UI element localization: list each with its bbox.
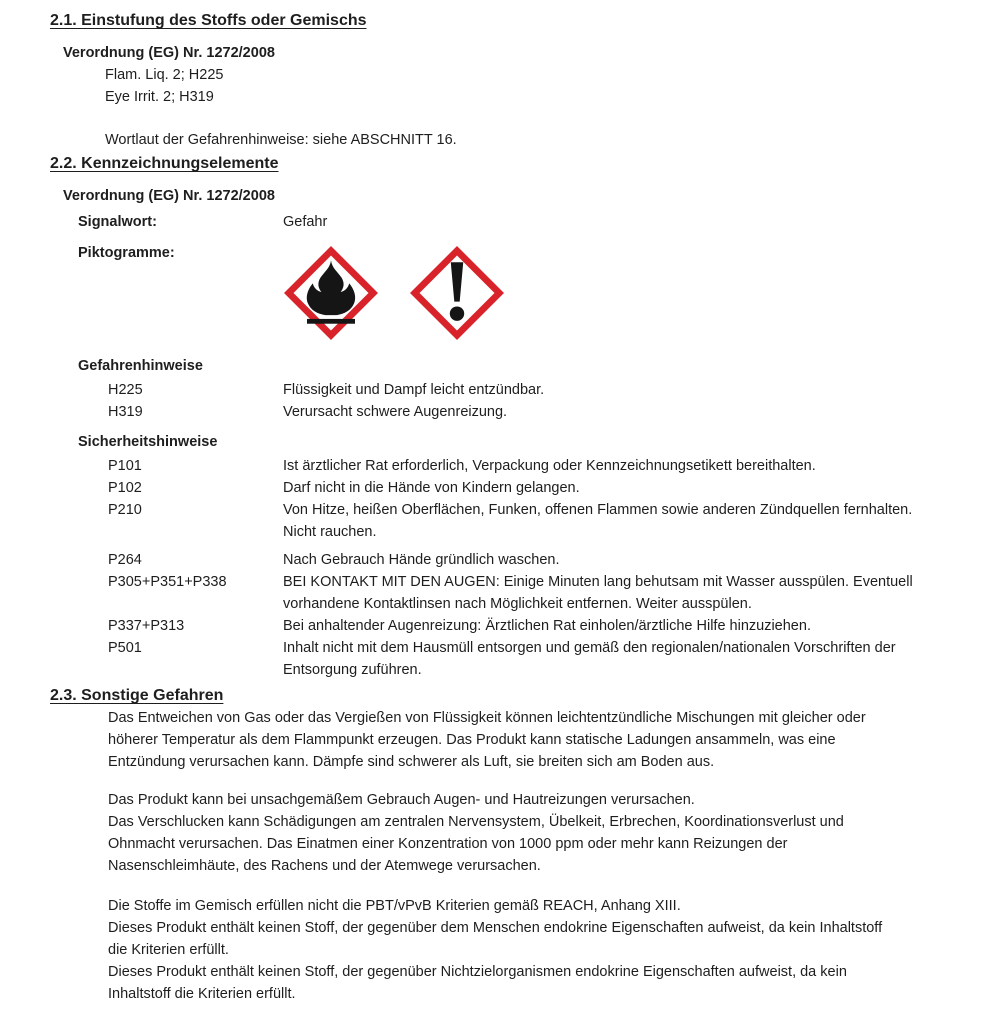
hazard-statement-row: [108, 401, 1000, 423]
precautionary-code: P264: [108, 552, 142, 568]
hazard-code: H319: [108, 404, 143, 420]
precautionary-statements-list: [108, 455, 1000, 681]
precautionary-statement-row: [108, 571, 1000, 615]
other-hazards-paragraph: Dieses Produkt enthält keinen Stoff, der gegenüber Nichtzielorganismen endokrine Eigenschaften aufweist, da kein Inhaltstoff die Kriterien erfüllt.: [108, 964, 847, 1002]
pictogram-group: [283, 242, 1000, 341]
precautionary-text: Bei anhaltender Augenreizung: Ärztlichen Rat einholen/ärztliche Hilfe hinzuziehen.: [283, 618, 811, 634]
signal-word-value: Gefahr: [283, 214, 328, 230]
precautionary-text: Inhalt nicht mit dem Hausmüll entsorgen und gemäß den regionalen/nationalen Vorschriften der Entsorgung zuführen.: [283, 640, 896, 678]
hazard-statements-label: Gefahrenhinweise: [78, 358, 203, 374]
regulation-heading-2-1: Verordnung (EG) Nr. 1272/2008: [63, 45, 275, 61]
precautionary-statement-row: [108, 499, 1000, 543]
precautionary-text: Ist ärztlicher Rat erforderlich, Verpackung oder Kennzeichnungsetikett bereithalten.: [283, 458, 816, 474]
precautionary-code: P101: [108, 458, 142, 474]
precautionary-statement-row: [108, 455, 1000, 477]
pictograms-row: [78, 242, 1000, 341]
precautionary-statement-row: [108, 615, 1000, 637]
hazard-statements-list: [108, 379, 1000, 423]
hazard-statement-row: [108, 379, 1000, 401]
hazard-text: Verursacht schwere Augenreizung.: [283, 404, 508, 420]
classification-flam-liq: Flam. Liq. 2; H225: [105, 67, 224, 83]
precautionary-code: P501: [108, 640, 142, 656]
section-2-2-heading: 2.2. Kennzeichnungselemente: [50, 155, 279, 172]
other-hazards-block-1: [108, 707, 898, 773]
other-hazards-block-2: [108, 789, 898, 877]
precautionary-text: Darf nicht in die Hände von Kindern gelangen.: [283, 480, 580, 496]
other-hazards-paragraph: Die Stoffe im Gemisch erfüllen nicht die PBT/vPvB Kriterien gemäß REACH, Anhang XIII.: [108, 898, 681, 914]
exclamation-mark-pictogram-icon: [409, 245, 505, 341]
pictograms-label: Piktogramme:: [78, 245, 175, 261]
flame-pictogram-icon: [283, 245, 379, 341]
signal-word-row: [78, 211, 1000, 233]
precautionary-text: Nach Gebrauch Hände gründlich waschen.: [283, 552, 560, 568]
hazard-wording-note: Wortlaut der Gefahrenhinweise: siehe ABSCHNITT 16.: [105, 132, 457, 148]
hazard-code: H225: [108, 382, 143, 398]
other-hazards-paragraph: Das Produkt kann bei unsachgemäßem Gebrauch Augen- und Hautreizungen verursachen.: [108, 792, 695, 808]
precautionary-code: P210: [108, 502, 142, 518]
precautionary-statement-row: [108, 637, 1000, 681]
hazard-text: Flüssigkeit und Dampf leicht entzündbar.: [283, 382, 545, 398]
other-hazards-block-3: [108, 895, 898, 1005]
regulation-heading-2-2: Verordnung (EG) Nr. 1272/2008: [63, 188, 275, 204]
precautionary-statements-label: Sicherheitshinweise: [78, 434, 218, 450]
other-hazards-paragraph: Das Verschlucken kann Schädigungen am zentralen Nervensystem, Übelkeit, Erbrechen, Koordinationsverlust und Ohnmacht verursachen. Das Einatmen einer Konzentration von 1000 ppm oder mehr kann Reizungen der Nasenschleimhäute, des Rachens und der Atemwege verursachen.: [108, 814, 844, 874]
precautionary-code: P305+P351+P338: [108, 574, 227, 590]
signal-word-label: Signalwort:: [78, 214, 157, 230]
precautionary-code: P102: [108, 480, 142, 496]
precautionary-statement-row: [108, 549, 1000, 571]
precautionary-statement-row: [108, 477, 1000, 499]
precautionary-text: BEI KONTAKT MIT DEN AUGEN: Einige Minuten lang behutsam mit Wasser ausspülen. Eventuell vorhandene Kontaktlinsen nach Möglichkeit entfernen. Weiter ausspülen.: [283, 574, 913, 612]
section-2-1-heading: 2.1. Einstufung des Stoffs oder Gemischs: [50, 12, 367, 29]
precautionary-code: P337+P313: [108, 618, 185, 634]
classification-eye-irrit: Eye Irrit. 2; H319: [105, 89, 214, 105]
section-2-3-heading: 2.3. Sonstige Gefahren: [50, 687, 224, 704]
other-hazards-paragraph: Das Entweichen von Gas oder das Vergießen von Flüssigkeit können leichtentzündliche Mischungen mit gleicher oder höherer Temperatur als dem Flammpunkt erzeugen. Das Produkt kann statische Ladungen ansammeln, was eine Entzündung verursachen kann. Dämpfe sind schwerer als Luft, sie breiten sich am Boden aus.: [108, 710, 866, 770]
precautionary-text: Von Hitze, heißen Oberflächen, Funken, offenen Flammen sowie anderen Zündquellen fernhalten. Nicht rauchen.: [283, 502, 913, 540]
other-hazards-paragraph: Dieses Produkt enthält keinen Stoff, der gegenüber dem Menschen endokrine Eigenschaften aufweist, da kein Inhaltstoff die Kriterien erfüllt.: [108, 920, 883, 958]
